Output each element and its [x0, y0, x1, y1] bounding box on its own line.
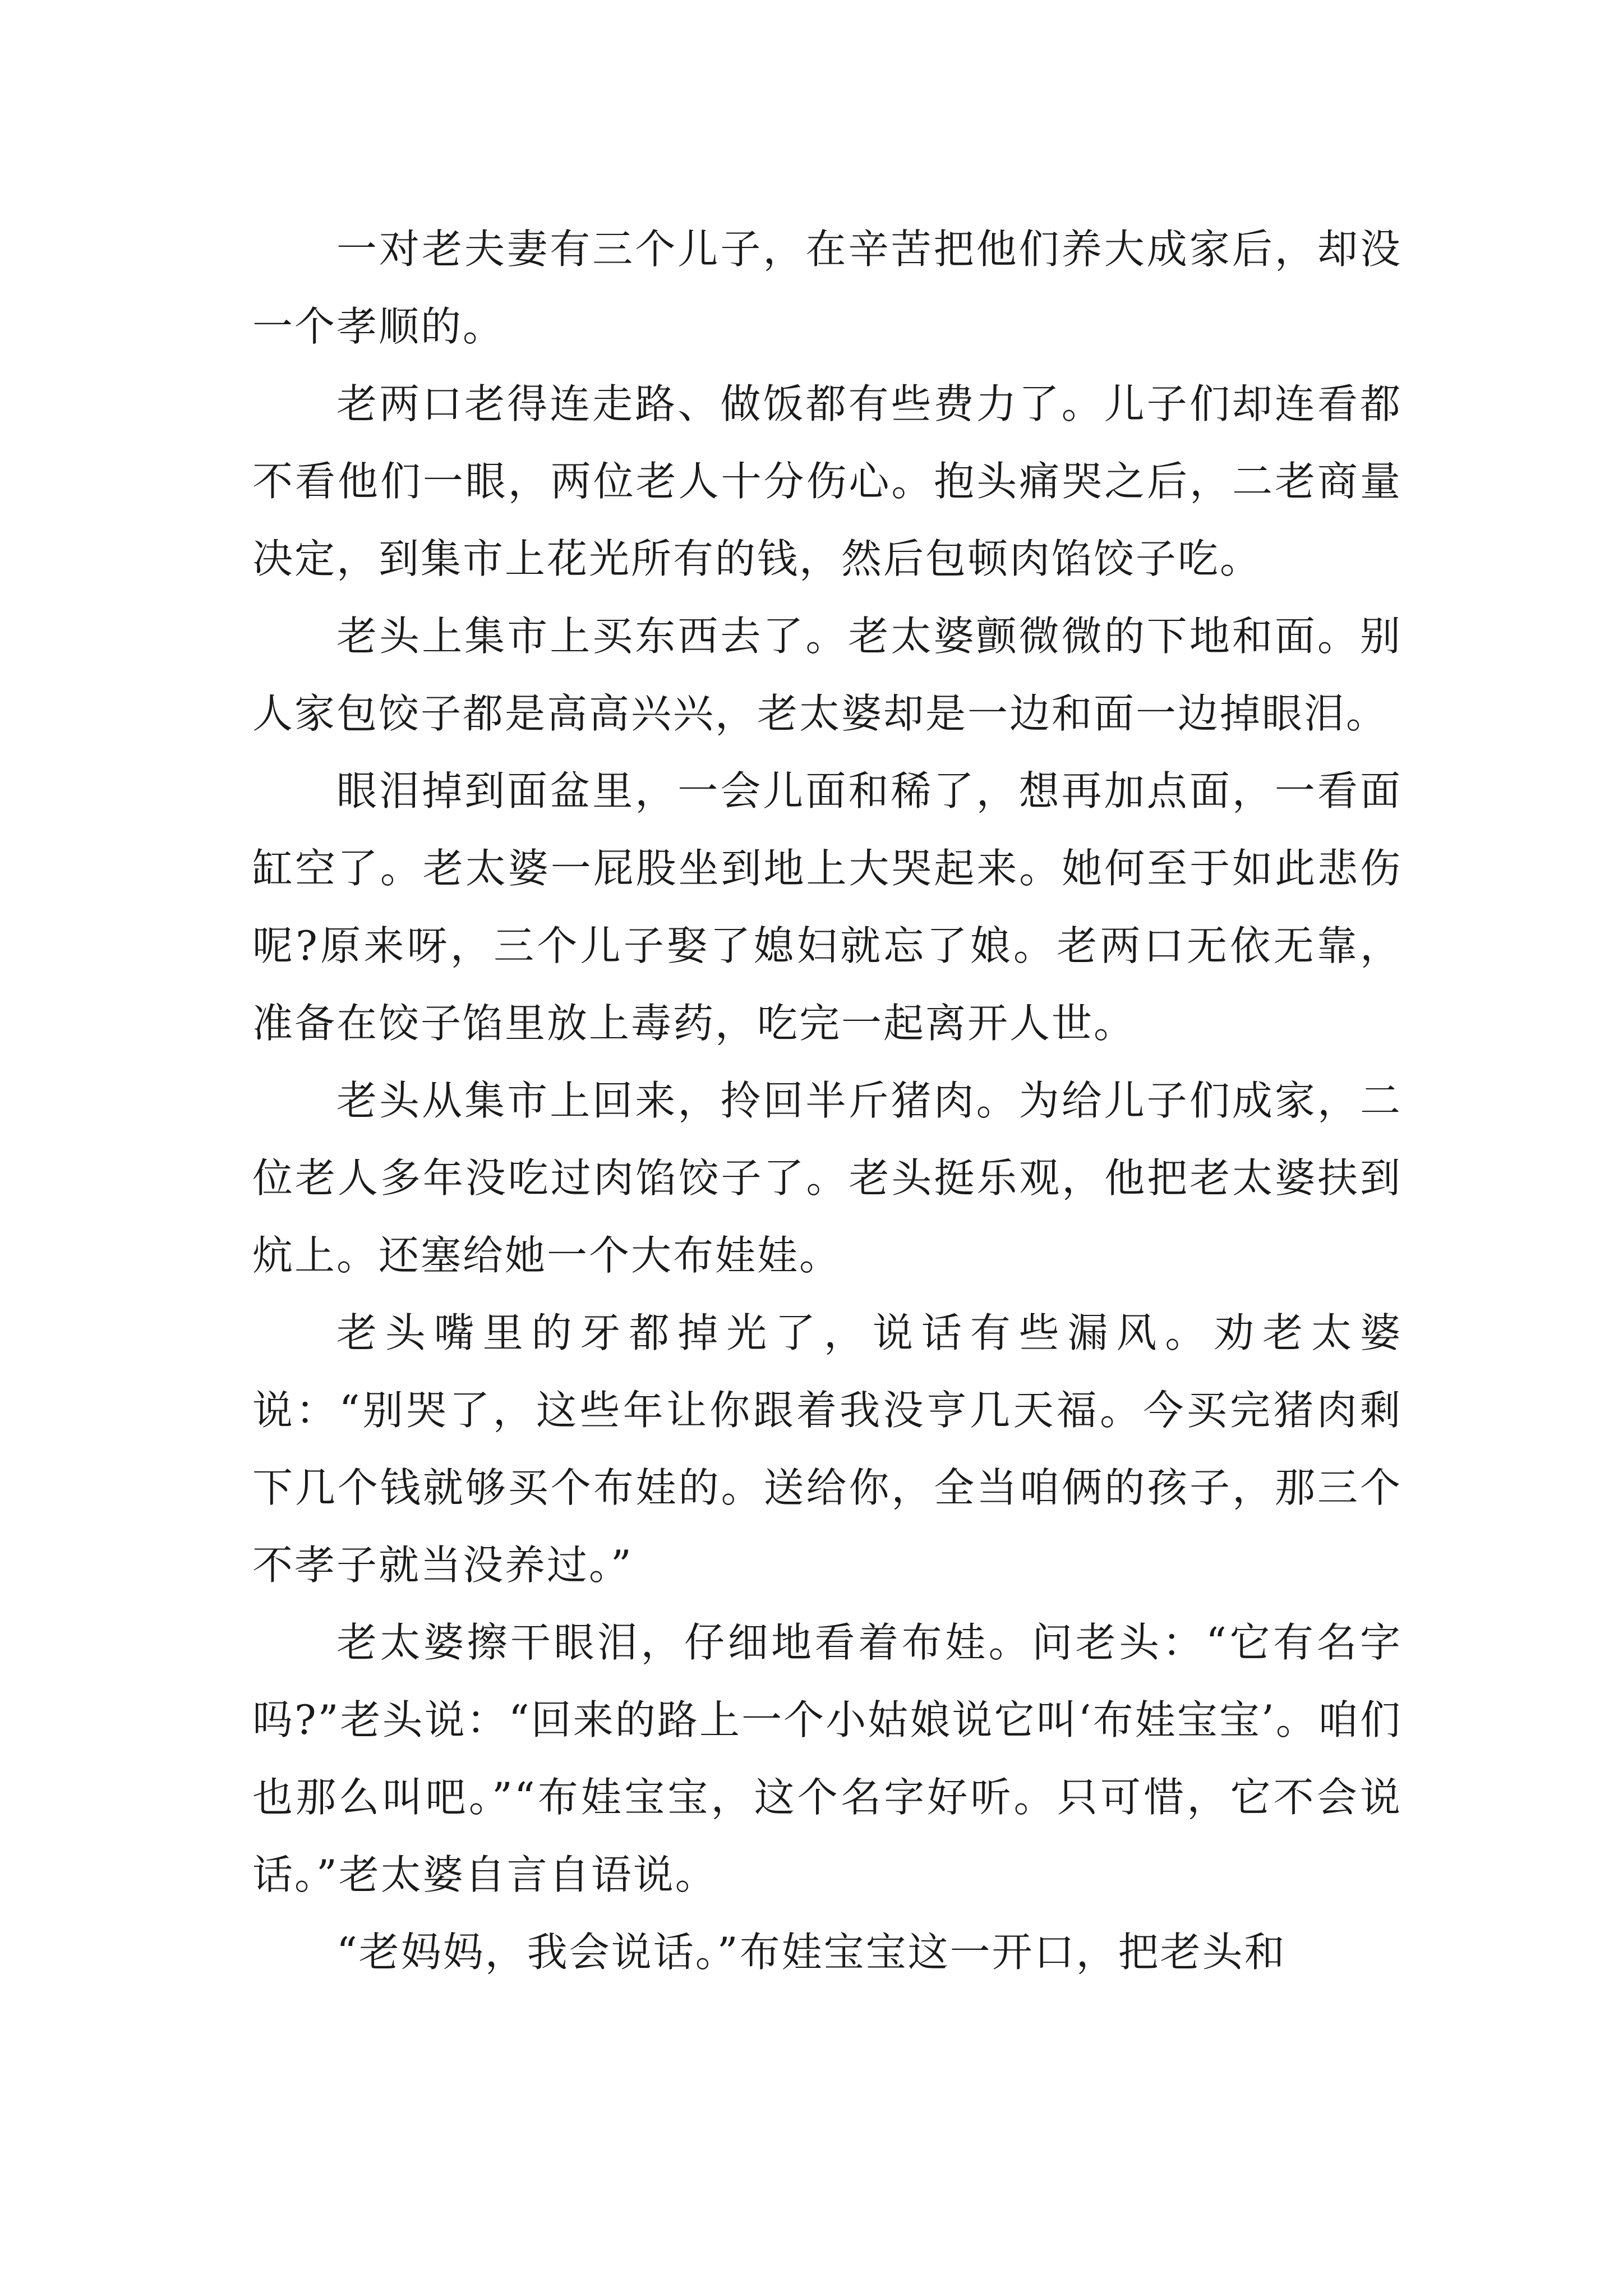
paragraph: 老头上集市上买东西去了。老太婆颤微微的下地和面。别人家包饺子都是高高兴兴，老太婆却是一边和面一边掉眼泪。: [252, 613, 1402, 737]
paragraph: 一对老夫妻有三个儿子，在辛苦把他们养大成家后，却没一个孝顺的。: [252, 226, 1402, 350]
paragraph: “老妈妈，我会说话。”布娃宝宝这一开口，把老头和: [336, 1929, 1287, 1976]
paragraph: 眼泪掉到面盆里，一会儿面和稀了，想再加点面，一看面缸空了。老太婆一屁股坐到地上大哭起来。她何至于如此悲伤呢?原来呀，三个儿子娶了媳妇就忘了娘。老两口无依无靠，准备在饺子馅里放上毒药，吃完一起离开人世。: [252, 767, 1402, 1047]
paragraph: 老头嘴里的牙都掉光了，说话有些漏风。劝老太婆说：“别哭了，这些年让你跟着我没亨几天福。今买完猪肉剩下几个钱就够买个布娃的。送给你，全当咱俩的孩子，那三个不孝子就当没养过。”: [252, 1309, 1402, 1589]
paragraph: 老两口老得连走路、做饭都有些费力了。儿子们却连看都不看他们一眼，两位老人十分伤心。抱头痛哭之后，二老商量决定，到集市上花光所有的钱，然后包顿肉馅饺子吃。: [252, 380, 1402, 582]
story-text: [252, 210, 1402, 1991]
paragraph: 老头从集市上回来，拎回半斤猪肉。为给儿子们成家，二位老人多年没吃过肉馅饺子了。老头挺乐观，他把老太婆扶到炕上。还塞给她一个大布娃娃。: [252, 1077, 1402, 1279]
paragraph: 老太婆擦干眼泪，仔细地看着布娃。问老头：“它有名字吗?”老头说：“回来的路上一个小姑娘说它叫‘布娃宝宝’。咱们也那么叫吧。”“布娃宝宝，这个名字好听。只可惜，它不会说话。”老太婆自言自语说。: [252, 1619, 1402, 1898]
